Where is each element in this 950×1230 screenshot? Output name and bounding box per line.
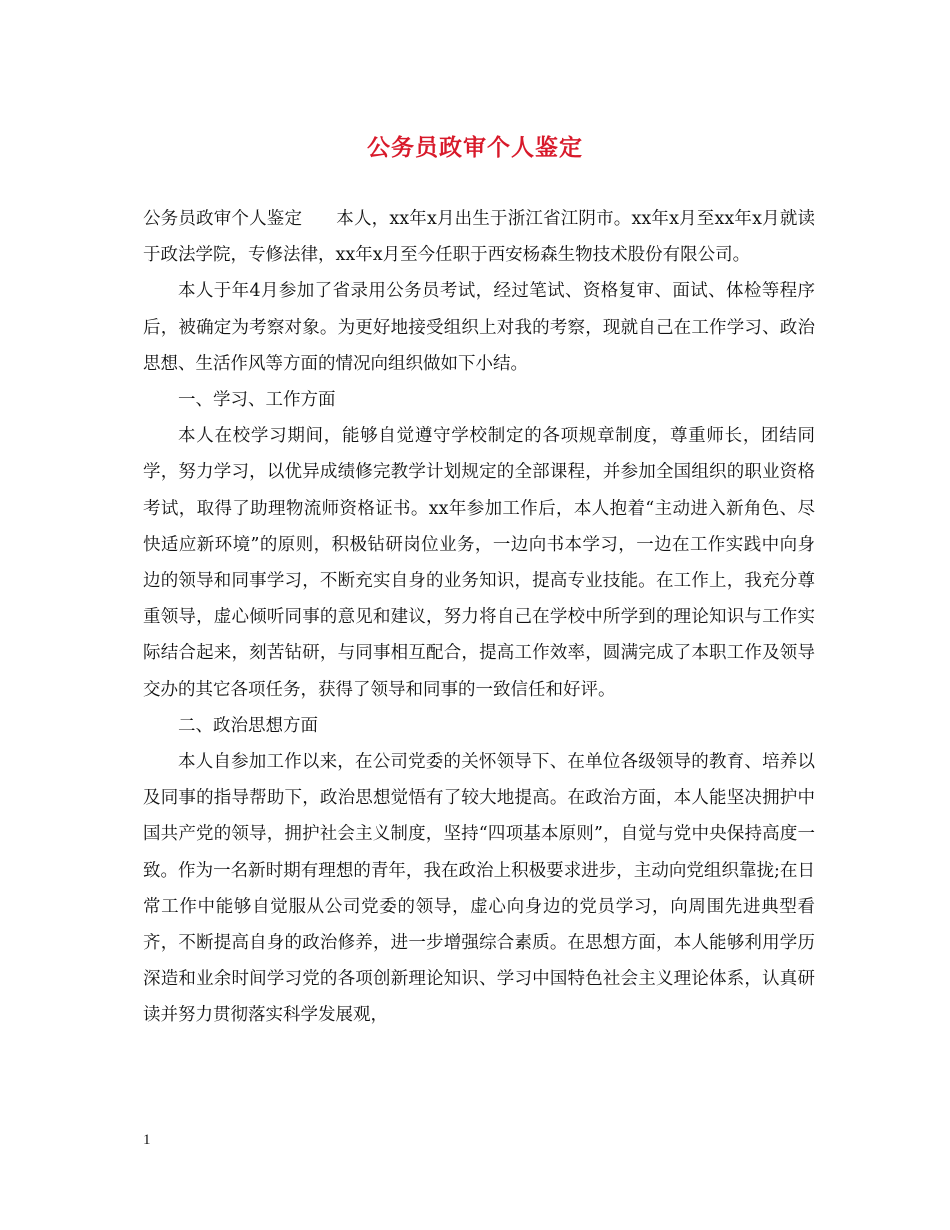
page-number: 1 [143, 1132, 151, 1148]
section-heading-study-work: 一、学习、工作方面 [178, 390, 336, 411]
document-title: 公务员政审个人鉴定 [367, 134, 583, 161]
opening-paragraph [143, 201, 815, 273]
paragraph-study-work: 本人在校学习期间，能够自觉遵守学校制定的各项规章制度，尊重师长，团结同学，努力学习，以优异成绩修完教学计划规定的全部课程，并参加全国组织的职业资格考试，取得了助理物流师资格证书。xx年参加工作后，本人抱着“主动进入新角色、尽快适应新环境”的原则，积极钻研岗位业务，一边向书本学习，一边在工作实践中向身边的领导和同事学习，不断充实自身的业务知识，提高专业技能。在工作上，我充分尊重领导，虚心倾听同事的意见和建议，努力将自己在学校中所学到的理论知识与工作实际结合起来，刻苦钻研，与同事相互配合，提高工作效率，圆满完成了本职工作及领导交办的其它各项任务，获得了领导和同事的一致信任和好评。 [143, 426, 815, 700]
section-heading-political: 二、政治思想方面 [178, 715, 318, 736]
opening-lead: 公务员政审个人鉴定 [143, 209, 303, 229]
paragraph-political: 本人自参加工作以来，在公司党委的关怀领导下、在单位各级领导的教育、培养以及同事的指导帮助下，政治思想觉悟有了较大地提高。在政治方面，本人能坚决拥护中国共产党的领导，拥护社会主义制度，坚持“四项基本原则”，自觉与党中央保持高度一致。作为一名新时期有理想的青年，我在政治上积极要求进步，主动向党组织靠拢;在日常工作中能够自觉服从公司党委的领导，虚心向身边的党员学习，向周围先进典型看齐，不断提高自身的政治修养，进一步增强综合素质。在思想方面，本人能够利用学历深造和业余时间学习党的各项创新理论知识、学习中国特色社会主义理论体系，认真研读并努力贯彻落实科学发展观， [143, 752, 815, 1026]
opening-text: 本人，xx年x月出生于浙江省江阴市。xx年x月至xx年x月就读于政法学院，专修法律，xx年x月至今任职于西安杨森生物技术股份有限公司。 [143, 209, 815, 266]
document-body [143, 201, 815, 1034]
paragraph-intro: 本人于年4月参加了省录用公务员考试，经过笔试、资格复审、面试、体检等程序后，被确定为考察对象。为更好地接受组织上对我的考察，现就自己在工作学习、政治思想、生活作风等方面的情况向组织做如下小结。 [143, 281, 815, 374]
